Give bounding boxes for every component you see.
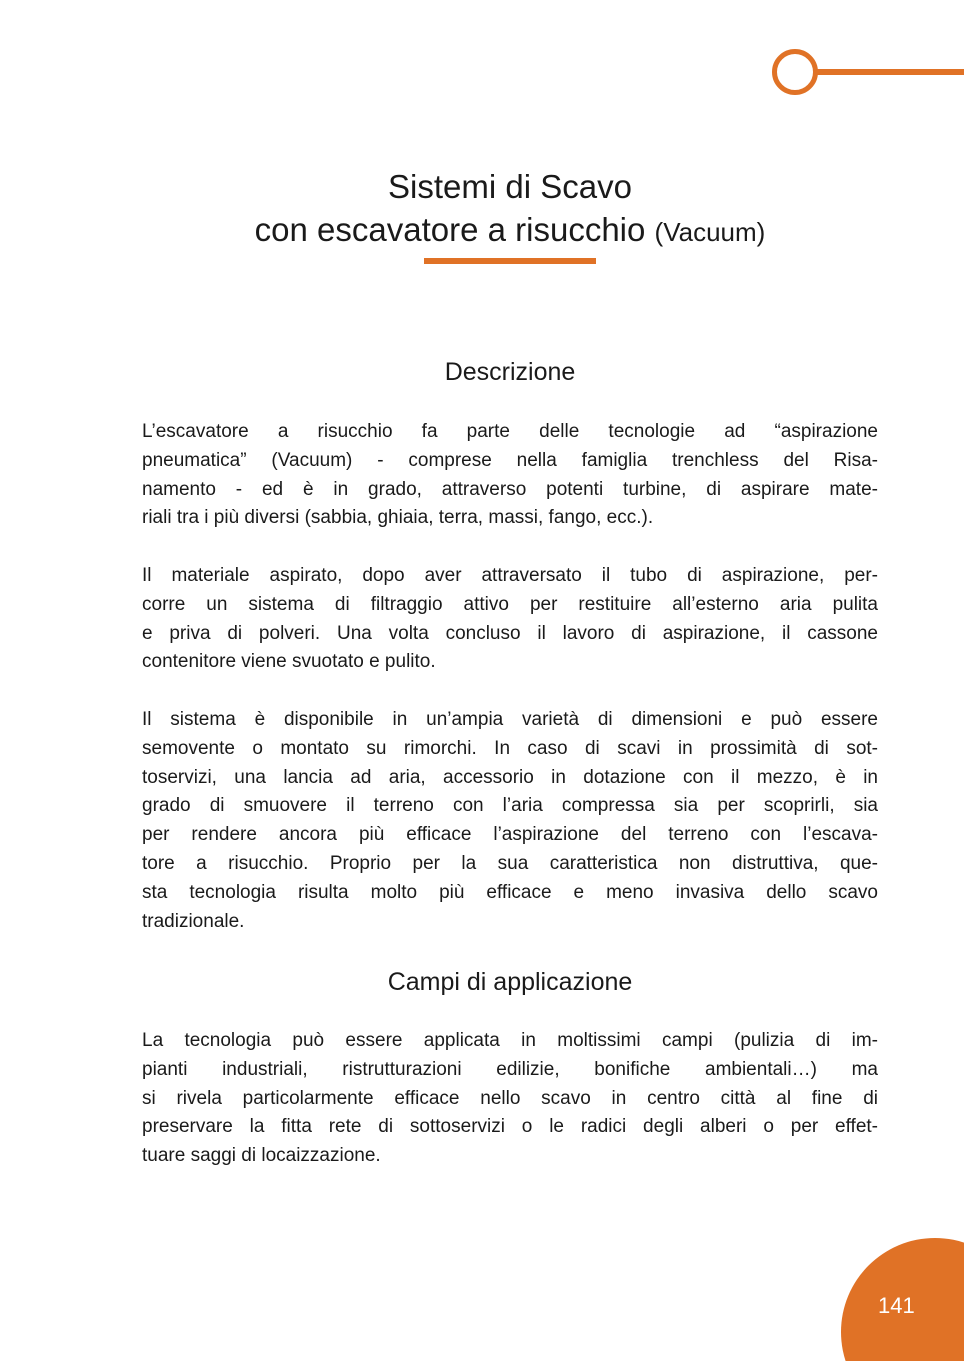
text-line: e priva di polveri. Una volta concluso il lavoro di aspirazione, il cassone xyxy=(142,622,878,644)
text-line: tradizionale. xyxy=(142,910,245,932)
text-line: riali tra i più diversi (sabbia, ghiaia, terra, massi, fango, ecc.). xyxy=(142,507,654,529)
section-heading-campi: Campi di applicazione xyxy=(387,968,633,996)
text-line: toservizi, una lancia ad aria, accessorio in dotazione con il mezzo, è in xyxy=(142,766,878,788)
decorative-ring xyxy=(772,49,818,95)
text-line: namento - ed è in grado, attraverso potenti turbine, di aspirare mate- xyxy=(142,478,878,500)
paragraph xyxy=(142,418,878,533)
text-line: pianti industriali, ristrutturazioni edilizie, bonifiche ambientali…) ma xyxy=(142,1058,878,1080)
title-underline xyxy=(424,258,596,264)
text-line: Il materiale aspirato, dopo aver attraversato il tubo di aspirazione, per- xyxy=(142,565,878,586)
page-title-main: con escavatore a risucchio xyxy=(254,211,646,248)
page-title-suffix: (Vacuum) xyxy=(654,217,766,247)
text-line: grado di smuovere il terreno con l’aria compressa sia per scoprirli, sia xyxy=(142,795,878,817)
text-line: tuare saggi di locaizzazione. xyxy=(142,1145,381,1167)
text-line: corre un sistema di filtraggio attivo per restituire all’esterno aria pulita xyxy=(142,593,878,615)
text-line: Il sistema è disponibile in un’ampia varietà di dimensioni e può essere xyxy=(142,709,878,730)
text-line: pneumatica” (Vacuum) - comprese nella famiglia trenchless del Risa- xyxy=(142,449,878,471)
text-line: per rendere ancora più efficace l’aspirazione del terreno con l’escava- xyxy=(142,824,878,846)
text-line: semovente o montato su rimorchi. In caso di scavi in prossimità di sot- xyxy=(142,737,878,759)
paragraph xyxy=(142,706,878,936)
paragraph xyxy=(142,562,878,677)
decorative-line xyxy=(815,69,964,75)
page-title-line2 xyxy=(56,211,964,249)
text-line: sta tecnologia risulta molto più efficace e meno invasiva dello scavo xyxy=(142,881,878,903)
text-line: contenitore viene svuotato e pulito. xyxy=(142,651,436,673)
section-heading-descrizione: Descrizione xyxy=(444,358,576,386)
text-line: La tecnologia può essere applicata in moltissimi campi (pulizia di im- xyxy=(142,1030,878,1051)
text-line: L’escavatore a risucchio fa parte delle tecnologie ad “aspirazione xyxy=(142,421,878,442)
page-title-line1: Sistemi di Scavo xyxy=(388,168,632,205)
page-number: 141 xyxy=(878,1293,915,1318)
paragraph xyxy=(142,1027,878,1171)
text-line: preservare la fitta rete di sottoservizi o le radici degli alberi o per effet- xyxy=(142,1116,878,1138)
text-line: si rivela particolarmente efficace nello scavo in centro città al fine di xyxy=(142,1087,878,1109)
text-line: tore a risucchio. Proprio per la sua caratteristica non distruttiva, que- xyxy=(142,852,878,874)
